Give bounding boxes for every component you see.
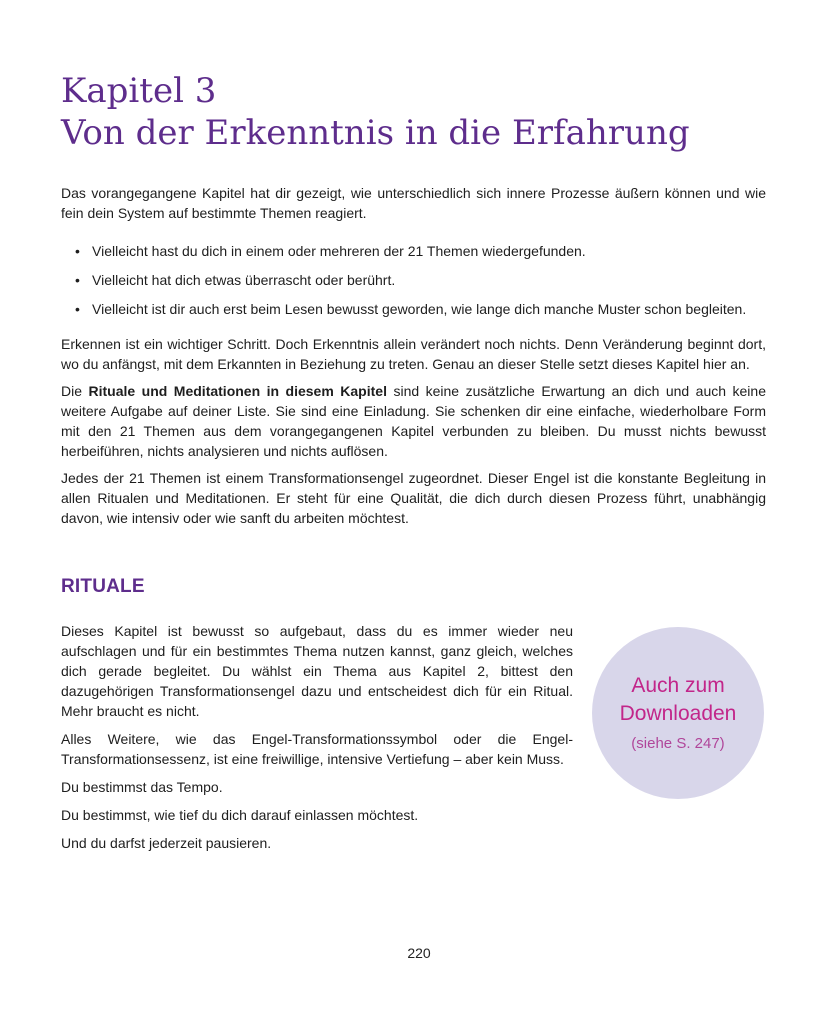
section-heading-rituale: RITUALE: [61, 576, 145, 597]
intro-block: [61, 183, 766, 223]
callout-line-2: Downloaden: [619, 701, 737, 725]
download-callout: [592, 627, 764, 799]
paragraph-rituale-intro: [61, 381, 766, 461]
chapter-number: Kapitel 3: [61, 71, 217, 111]
chapter-title: [61, 70, 781, 154]
main-text-block: [61, 334, 766, 535]
rituale-paragraph-1: Dieses Kapitel ist bewusst so aufgebaut, dass du es immer wieder neu aufschlagen und für ein bestimmtes Thema nutzen kannst, ganz gleich, welches dich gerade begleitet. Du wählst ein Thema aus Kapitel 2, bittest den dazugehörigen Transformationsengel dazu und entscheidest dich für ein Ritual. Mehr braucht es nicht.: [61, 623, 573, 719]
paragraph-rest: sind keine zusätzliche Erwartung an dich und auch keine weitere Aufgabe auf deiner Liste. Sie sind eine Einladung. Sie schenken dir eine einfache, wiederholbare Form mit den 21 Themen aus dem vorangegangenen Kapitel verbunden zu bleiben. Du musst nichts bewusst herbeiführen, nichts analysieren und nichts auflösen.: [61, 383, 766, 459]
bold-phrase: Rituale und Meditationen in diesem Kapitel: [88, 383, 387, 399]
list-item: • Vielleicht hast du dich in einem oder mehreren der 21 Themen wiedergefunden.: [75, 241, 775, 261]
rituale-paragraph-3: Du bestimmst das Tempo.: [61, 779, 223, 795]
rituale-paragraph-5: Und du darfst jederzeit pausieren.: [61, 835, 272, 851]
rituale-text-block: [61, 621, 573, 861]
intro-paragraph: Das vorangegangene Kapitel hat dir gezeigt, wie unterschiedlich sich innere Prozesse äußern können und wie fein dein System auf bestimmte Themen reagiert.: [61, 185, 766, 221]
list-item: • Vielleicht hat dich etwas überrascht oder berührt.: [75, 270, 775, 290]
bullet-list: [75, 241, 775, 328]
callout-page-reference: (siehe S. 247): [631, 734, 725, 752]
chapter-subtitle: Von der Erkenntnis in die Erfahrung: [61, 113, 690, 153]
paragraph-engel: Jedes der 21 Themen ist einem Transformationsengel zugeordnet. Dieser Engel ist die konstante Begleitung in allen Ritualen und Meditationen. Er steht für eine Qualität, die dich durch diesen Prozess führt, unabhängig davon, wie intensiv oder wie sanft du arbeiten möchtest.: [61, 470, 766, 526]
paragraph-prefix: Die: [61, 383, 89, 399]
paragraph-erkennen: Erkennen ist ein wichtiger Schritt. Doch Erkenntnis allein verändert noch nichts. Denn Veränderung beginnt dort, wo du anfängst, mit dem Erkannten in Beziehung zu treten. Genau an dieser Stelle setzt dieses Kapitel hier an.: [61, 336, 766, 372]
rituale-paragraph-2: Alles Weitere, wie das Engel-Transformationssymbol oder die Engel-Transformationsessenz, ist eine freiwillige, intensive Vertiefung – aber kein Muss.: [61, 731, 573, 767]
page-number: 220: [407, 945, 431, 961]
list-item: • Vielleicht ist dir auch erst beim Lesen bewusst geworden, wie lange dich manche Muster schon begleiten.: [75, 299, 775, 319]
rituale-paragraph-4: Du bestimmst, wie tief du dich darauf einlassen möchtest.: [61, 807, 419, 823]
callout-line-1: Auch zum: [631, 673, 725, 697]
